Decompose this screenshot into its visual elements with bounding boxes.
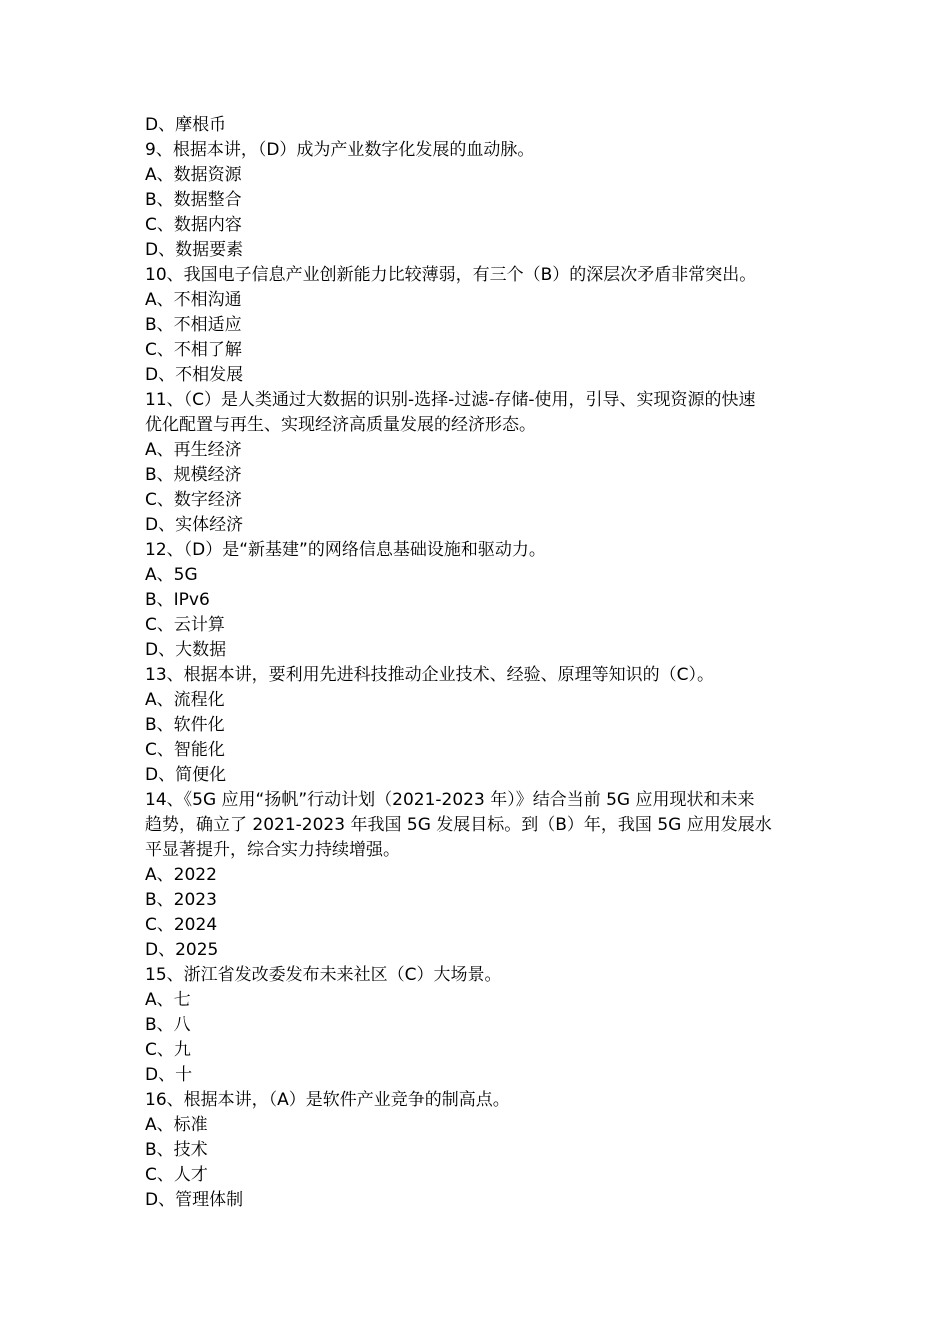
question-line: 14、《5G 应用“扬帆”行动计划（2021-2023 年）》结合当前 5G 应用现状和未来 bbox=[145, 790, 755, 810]
question-line: 优化配置与再生、实现经济高质量发展的经济形态。 bbox=[145, 415, 536, 435]
document-page bbox=[145, 113, 815, 1213]
question-line: 平显著提升，综合实力持续增强。 bbox=[145, 840, 400, 860]
question-line: 15、浙江省发改委发布未来社区（C）大场景。 bbox=[145, 965, 502, 985]
option-line: B、八 bbox=[145, 1015, 191, 1035]
option-line: B、不相适应 bbox=[145, 315, 242, 335]
option-line: D、简便化 bbox=[145, 765, 227, 785]
option-line: B、软件化 bbox=[145, 715, 225, 735]
option-line: D、数据要素 bbox=[145, 240, 244, 260]
option-line: B、数据整合 bbox=[145, 190, 242, 210]
option-line: C、人才 bbox=[145, 1165, 208, 1185]
option-line: A、不相沟通 bbox=[145, 290, 242, 310]
option-line: D、2025 bbox=[145, 940, 219, 960]
option-line: C、智能化 bbox=[145, 740, 225, 760]
option-line: C、九 bbox=[145, 1040, 191, 1060]
option-line: A、标准 bbox=[145, 1115, 208, 1135]
option-line: C、不相了解 bbox=[145, 340, 242, 360]
option-line: B、技术 bbox=[145, 1140, 208, 1160]
option-line: D、不相发展 bbox=[145, 365, 244, 385]
option-line: D、摩根币 bbox=[145, 115, 227, 135]
question-line: 16、根据本讲，（A）是软件产业竞争的制高点。 bbox=[145, 1090, 510, 1110]
question-line: 10、我国电子信息产业创新能力比较薄弱，有三个（B）的深层次矛盾非常突出。 bbox=[145, 265, 757, 285]
option-line: A、再生经济 bbox=[145, 440, 242, 460]
question-line: 9、根据本讲，（D）成为产业数字化发展的血动脉。 bbox=[145, 140, 535, 160]
option-line: C、2024 bbox=[145, 915, 218, 935]
question-line: 13、根据本讲，要利用先进科技推动企业技术、经验、原理等知识的（C）。 bbox=[145, 665, 715, 685]
option-line: C、数据内容 bbox=[145, 215, 242, 235]
option-line: B、IPv6 bbox=[145, 590, 210, 610]
option-line: A、2022 bbox=[145, 865, 217, 885]
question-line: 趋势，确立了 2021-2023 年我国 5G 发展目标。到（B）年，我国 5G 应用发展水 bbox=[145, 815, 772, 835]
option-line: D、大数据 bbox=[145, 640, 227, 660]
option-line: A、数据资源 bbox=[145, 165, 242, 185]
option-line: D、实体经济 bbox=[145, 515, 244, 535]
question-line: 11、（C）是人类通过大数据的识别-选择-过滤-存储-使用，引导、实现资源的快速 bbox=[145, 390, 756, 410]
option-line: A、七 bbox=[145, 990, 191, 1010]
option-line: D、管理体制 bbox=[145, 1190, 244, 1210]
option-line: A、流程化 bbox=[145, 690, 225, 710]
option-line: D、十 bbox=[145, 1065, 193, 1085]
option-line: C、数字经济 bbox=[145, 490, 242, 510]
option-line: B、规模经济 bbox=[145, 465, 242, 485]
option-line: A、5G bbox=[145, 565, 198, 585]
option-line: C、云计算 bbox=[145, 615, 225, 635]
option-line: B、2023 bbox=[145, 890, 217, 910]
question-line: 12、（D）是“新基建”的网络信息基础设施和驱动力。 bbox=[145, 540, 546, 560]
